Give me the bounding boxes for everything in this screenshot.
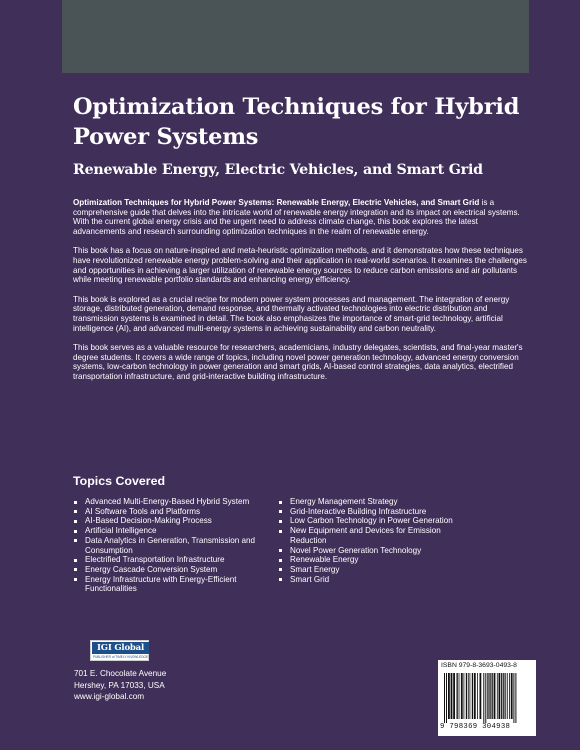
publisher-address xyxy=(74,668,166,703)
address-street: 701 E. Chocolate Avenue xyxy=(74,669,167,678)
book-description xyxy=(73,198,531,392)
publisher-logo-mark: IGI Global xyxy=(92,642,149,654)
publisher-logo-tagline: PUBLISHER of TIMELY KNOWLEDGE xyxy=(92,655,149,659)
topic-item: Energy Infrastructure with Energy-Efficient Functionalities xyxy=(73,575,273,594)
publisher-website: www.igi-global.com xyxy=(74,692,145,702)
description-paragraph-2: This book has a focus on nature-inspired and meta-heuristic optimization methods, and it demonstrates how these techniques have revolutionized renewable energy problem-solving and their application in real-world scenarios. It examines the challenges and opportunities in achieving a larger utilization of renewable energy sources to reduce carbon emissions and air pollutants while meeting renewable portfolio standards and enhancing energy efficiency. xyxy=(73,246,527,285)
topic-item: Artificial Intelligence xyxy=(73,526,273,536)
description-paragraph-4: This book serves as a valuable resource for researchers, academicians, industry delegates, scientists, and final-year master's degree students. It covers a wide range of topics, including novel power generation technology, advanced energy conversion systems, low-carbon technology in power generation and smart grids, AI-based control strategies, data analytics, electrified transportation infrastructure, and grid-interactive building infrastructure. xyxy=(73,343,523,381)
topic-item: Grid-Interactive Building Infrastructure xyxy=(278,507,478,517)
topic-item: AI Software Tools and Platforms xyxy=(73,507,273,517)
top-color-band xyxy=(62,0,529,73)
topic-item: Novel Power Generation Technology xyxy=(278,546,478,556)
address-city: Hershey, PA 17033, USA xyxy=(74,680,165,690)
topic-item: Energy Cascade Conversion System xyxy=(73,565,273,575)
publisher-logo xyxy=(90,640,149,661)
description-paragraph-1-text: is a comprehensive guide that delves into the intricate world of renewable energy integration and its impact on electrical systems. With the current global energy crisis and the urgent need to address climate change, this book explores the latest advancements and research surrounding optimization techniques in the realm of renewable energy. xyxy=(73,198,520,236)
topics-list-right xyxy=(278,497,478,584)
isbn-barcode xyxy=(438,660,536,736)
description-paragraph-3: This book is explored as a crucial recipe for modern power system processes and management. The integration of energy storage, distributed generation, demand response, and thermally activated technologies into electric distribution and transmission systems is examined in detail. The book also emphasizes the importance of smart-grid technology, artificial intelligence (AI), and advanced multi-energy systems in achieving sustainability and carbon neutrality. xyxy=(73,294,510,333)
topic-item: Smart Grid xyxy=(278,575,478,585)
topics-list-left xyxy=(73,497,273,594)
description-bold-title: Optimization Techniques for Hybrid Power Systems: Renewable Energy, Electric Vehicles, and Smart Grid xyxy=(73,198,480,207)
topic-item: Smart Energy xyxy=(278,565,478,575)
topic-item: New Equipment and Devices for Emission Reduction xyxy=(278,526,478,545)
topic-item: Data Analytics in Generation, Transmission and Consumption xyxy=(73,536,273,555)
topic-item: Renewable Energy xyxy=(278,555,478,565)
topics-heading: Topics Covered xyxy=(73,474,166,488)
isbn-number: ISBN 979-8-3693-0493-8 xyxy=(441,662,517,669)
description-paragraph-1 xyxy=(73,198,531,236)
topic-item: Advanced Multi-Energy-Based Hybrid System xyxy=(73,497,273,507)
topic-item: Low Carbon Technology in Power Generation xyxy=(278,516,478,526)
barcode-bars xyxy=(444,673,530,723)
book-title: Optimization Techniques for Hybrid Power Systems xyxy=(73,94,520,150)
topic-item: Electrified Transportation Infrastructure xyxy=(73,555,273,565)
barcode-digits: 9 798369 304938 xyxy=(440,723,511,731)
topic-item: AI-Based Decision-Making Process xyxy=(73,516,273,526)
topic-item: Energy Management Strategy xyxy=(278,497,478,507)
book-subtitle: Renewable Energy, Electric Vehicles, and Smart Grid xyxy=(73,162,483,178)
